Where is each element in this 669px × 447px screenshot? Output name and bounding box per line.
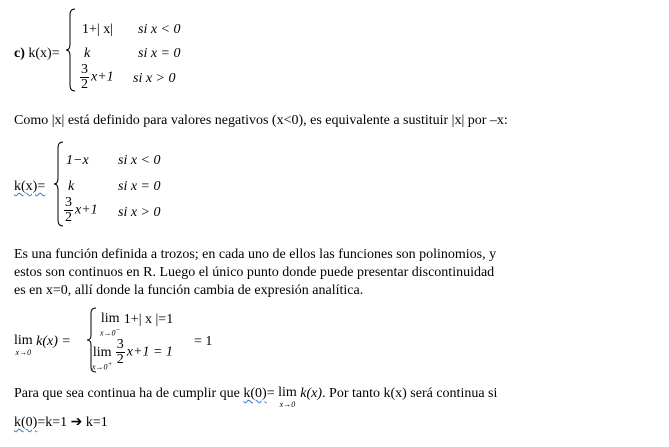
paragraph-3-after: . Por tanto k(x) será continua si (322, 386, 498, 401)
lim-text: lim (278, 385, 297, 400)
case-condition-3: si x > 0 (133, 71, 176, 86)
case-condition-2: si x = 0 (118, 179, 161, 194)
paragraph-3 (14, 386, 497, 409)
paragraph-2-line-1: Es una función definida a trozos; en cada uno de ellos las funciones son polinomios, y (14, 247, 497, 262)
denominator: 2 (65, 210, 72, 225)
fraction (116, 338, 125, 367)
lim-subscript-var: x→0 (100, 328, 116, 338)
k-zero: k(0) (243, 386, 267, 401)
final-line (14, 414, 108, 431)
lim-subscript-var: x→0 (92, 362, 108, 372)
numerator: 3 (65, 195, 72, 210)
left-brace-c (64, 7, 78, 93)
case-expression: x+1 (91, 69, 114, 85)
limit-operator (100, 312, 120, 338)
lim-subscript: x→0 (279, 400, 296, 409)
case-expression-2: k (84, 46, 91, 61)
final-line-text: =k=1 ➔ k=1 (37, 415, 108, 430)
case-condition-2: si x = 0 (138, 46, 181, 61)
paragraph-2-line-3: es en x=0, allí donde la función cambia de expresión analítica. (14, 283, 364, 298)
numerator: 3 (116, 337, 124, 352)
limit-function: k(x) = (36, 334, 71, 349)
section-c-lhs (14, 46, 60, 62)
limit-operator (92, 346, 112, 372)
function-name: k(x)= (14, 179, 46, 194)
case-condition-1: si x < 0 (138, 22, 181, 37)
paragraph-3-before: Para que sea continua ha de cumplir que (14, 386, 244, 401)
lim-subscript-sign: + (107, 360, 113, 368)
case-condition-3: si x > 0 (118, 205, 161, 220)
left-limit (100, 312, 173, 338)
paragraph-1: Como |x| está definido para valores negativos (x<0), es equivalente a sustituir |x| por –x: (14, 113, 508, 128)
lim-subscript (100, 326, 120, 338)
limit-lhs (14, 334, 71, 357)
k-zero: k(0) (14, 415, 38, 430)
limit-operator (14, 334, 33, 357)
case-expression-2: k (68, 179, 75, 194)
fraction (64, 196, 73, 225)
case-condition-1: si x < 0 (118, 153, 161, 168)
case-row-1 (82, 22, 113, 38)
lim-subscript (92, 360, 112, 372)
function-name: k(x)= (28, 46, 60, 61)
lim-subscript-sign: − (115, 326, 121, 334)
equals: = (266, 386, 279, 401)
lim-text: lim (100, 311, 120, 326)
limit-result: = 1 (194, 334, 213, 349)
numerator: 3 (81, 62, 88, 77)
case-row-3 (80, 63, 114, 92)
item-label: c) (14, 46, 25, 61)
left-limit-expression: 1+| x |=1 (123, 312, 174, 327)
limit-operator (278, 386, 297, 409)
section-k-lhs (14, 179, 45, 195)
lim-subscript: x→0 (15, 348, 32, 357)
case-expression-1: 1−x (66, 153, 89, 168)
right-limit (92, 338, 173, 372)
limit-function: k(x) (300, 386, 323, 401)
case-expression: x+1 (75, 202, 98, 218)
denominator: 2 (81, 77, 88, 92)
right-limit-expression: x+1 = 1 (126, 344, 173, 360)
denominator: 2 (116, 352, 124, 367)
case-row-3 (64, 196, 98, 225)
lim-text: lim (92, 345, 112, 360)
paragraph-2-line-2: estos son continuos en R. Luego el único punto donde puede presentar discontinuidad (14, 265, 495, 280)
lim-text: lim (14, 333, 33, 348)
fraction (80, 63, 89, 92)
case-expression: 1+| x| (82, 22, 114, 37)
